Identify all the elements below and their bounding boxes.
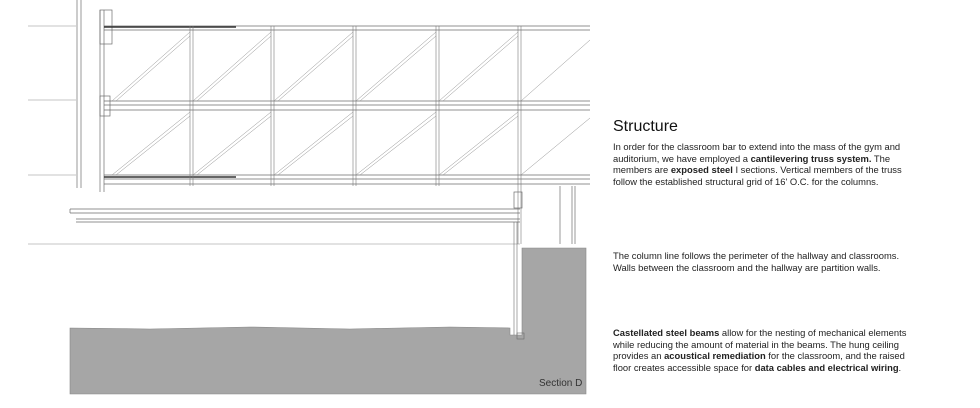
- p3-run-0: Castellated steel beams: [613, 327, 720, 338]
- p3-run-5: .: [898, 361, 902, 373]
- p3-run-2: acoustical remediation: [664, 350, 766, 361]
- p1-run-2: The members are: [613, 152, 891, 175]
- p3-run-1: allow for the nesting of mechanical elements while reducing the amount of material in the beams. The hung ceiling provides an: [613, 327, 907, 361]
- structure-heading: Structure: [613, 118, 678, 135]
- p1-run-3: exposed steel: [670, 164, 733, 175]
- beams-paragraph: [613, 327, 913, 373]
- truss-verticals: [190, 26, 521, 244]
- truss-paragraph: [613, 141, 913, 187]
- p1-run-4: I sections. Vertical members of the truss follow the established structural grid of 16' O.C. for the columns.: [613, 164, 902, 187]
- ground-fill: [70, 248, 586, 394]
- section-label: Section D: [539, 378, 583, 389]
- truss-chords: [104, 26, 590, 184]
- column-paragraph: [613, 250, 913, 273]
- p3-run-3: for the classroom, and the raised floor creates accessible space for: [613, 350, 905, 373]
- lower-beam: [70, 186, 575, 244]
- p3-run-4: data cables and electrical wiring: [754, 361, 899, 373]
- p1-run-1: cantilevering truss system.: [750, 152, 872, 164]
- wall-column: [77, 0, 112, 192]
- p2-run-0: The column line follows the perimeter of the hallway and classrooms. Walls between the classroom and the hallway are partition walls.: [613, 250, 900, 273]
- p1-run-0: In order for the classroom bar to extend into the mass of the gym and auditorium, we have employed a: [613, 141, 901, 164]
